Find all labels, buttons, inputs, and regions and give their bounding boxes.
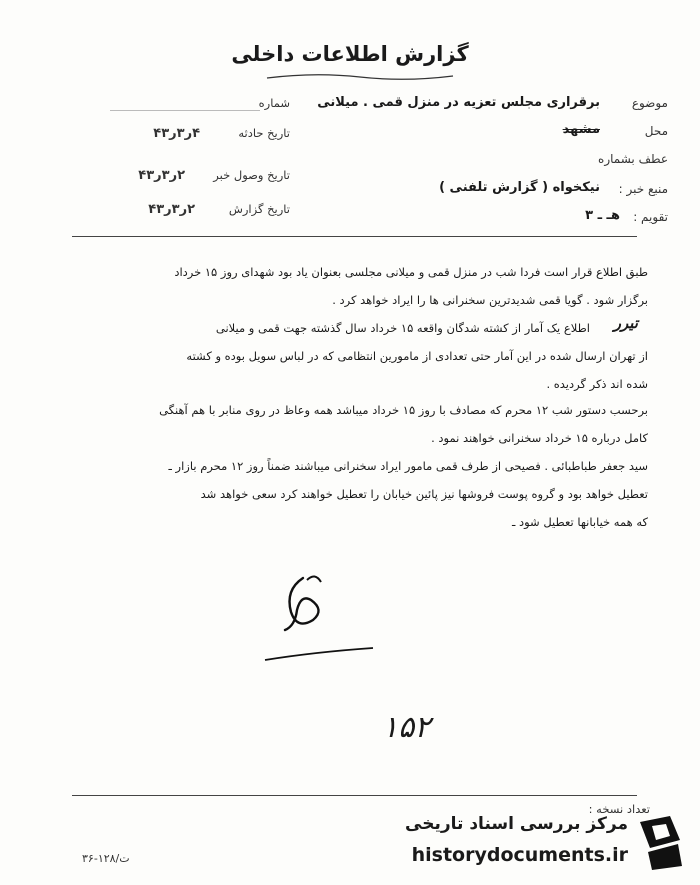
paragraph-1 bbox=[38, 258, 648, 314]
paragraph-line: از تهران ارسال شده در این آمار حتی تعدادی از مامورین انتظامی که در لباس سویل بوده و کشته bbox=[186, 349, 648, 363]
archive-logo bbox=[405, 808, 690, 878]
subject-label: موضوع bbox=[631, 96, 668, 110]
paragraph-3 bbox=[38, 396, 648, 452]
number-line bbox=[110, 110, 260, 111]
document-title: گزارش اطلاعات داخلی bbox=[231, 42, 469, 66]
paragraph-2 bbox=[38, 342, 648, 398]
event-date-label: تاریخ حادثه bbox=[238, 126, 290, 140]
reference-label: عطف بشماره bbox=[598, 152, 668, 166]
copies-label: تعداد نسخه : bbox=[588, 802, 650, 816]
archive-logo-text: مرکز بررسی اسناد تاریخی bbox=[405, 814, 628, 834]
paragraph-line: که همه خیابانها تعطیل شود ـ bbox=[511, 515, 648, 529]
location-label: محل bbox=[644, 124, 668, 138]
source-label: منبع خبر : bbox=[618, 182, 668, 196]
archive-logo-icon bbox=[634, 812, 686, 872]
title-underline bbox=[265, 70, 455, 84]
number-label: شماره bbox=[258, 96, 290, 110]
paragraph-4 bbox=[38, 452, 648, 536]
paragraph-line: اطلاع یک آمار از کشته شدگان واقعه ۱۵ خرداد سال گذشته جهت قمی و میلانی bbox=[215, 321, 590, 335]
paragraph-line: سید جعفر طباطبائی . فصیحی از طرف قمی مامور ایراد سخنرانی میباشند ضمناً روز ۱۲ محرم بازار ـ bbox=[168, 459, 648, 473]
subject-value: برقراری مجلس تعزیه در منزل قمی . میلانی bbox=[317, 95, 600, 110]
source-value: نیکخواه ( گزارش تلفنی ) bbox=[439, 180, 600, 195]
margin-note: تیرر bbox=[613, 314, 638, 332]
paragraph-line: طبق اطلاع قرار است فردا شب در منزل قمی و میلانی مجلسی بعنوان یاد بود شهدای روز ۱۵ خرداد bbox=[174, 265, 648, 279]
report-date-value: ۲ر۳ر۴۳ bbox=[148, 202, 195, 217]
footer-divider bbox=[72, 795, 637, 796]
report-date-label: تاریخ گزارش bbox=[228, 202, 290, 216]
paragraph-2-first bbox=[30, 314, 590, 342]
calendar-value: هـ ـ ۳ bbox=[585, 208, 620, 223]
form-code: ت/۱۲۸-۳۶ bbox=[82, 852, 130, 865]
paragraph-line: برگزار شود . گویا قمی شدیدترین سخنرانی ها را ایراد خواهد کرد . bbox=[332, 293, 648, 307]
receipt-date-value: ۲ر۳ر۴۳ bbox=[138, 168, 185, 183]
location-value: مشهد bbox=[562, 122, 600, 137]
paragraph-line: شده اند ذکر گردیده . bbox=[546, 377, 648, 391]
receipt-date-label: تاریخ وصول خبر bbox=[213, 168, 290, 182]
calendar-label: تقویم : bbox=[633, 210, 668, 224]
paragraph-line: کامل درباره ۱۵ خرداد سخنرانی خواهند نمود . bbox=[431, 431, 648, 445]
handwritten-number: ۱۵۲ bbox=[382, 710, 431, 745]
event-date-value: ۴ر۳ر۴۳ bbox=[153, 126, 200, 141]
paragraph-line: برحسب دستور شب ۱۲ محرم که مصادف با روز ۱۵ خرداد میباشد همه وعاظ در روی منابر با هم آهنگی bbox=[159, 403, 648, 417]
paragraph-line: تعطیل خواهد بود و گروه پوست فروشها نیز پائین خیابان را تعطیل خواهند کرد سعی خواهد شد bbox=[200, 487, 648, 501]
header-divider bbox=[72, 236, 637, 237]
signature bbox=[255, 560, 375, 670]
archive-logo-url: historydocuments.ir bbox=[411, 844, 628, 866]
